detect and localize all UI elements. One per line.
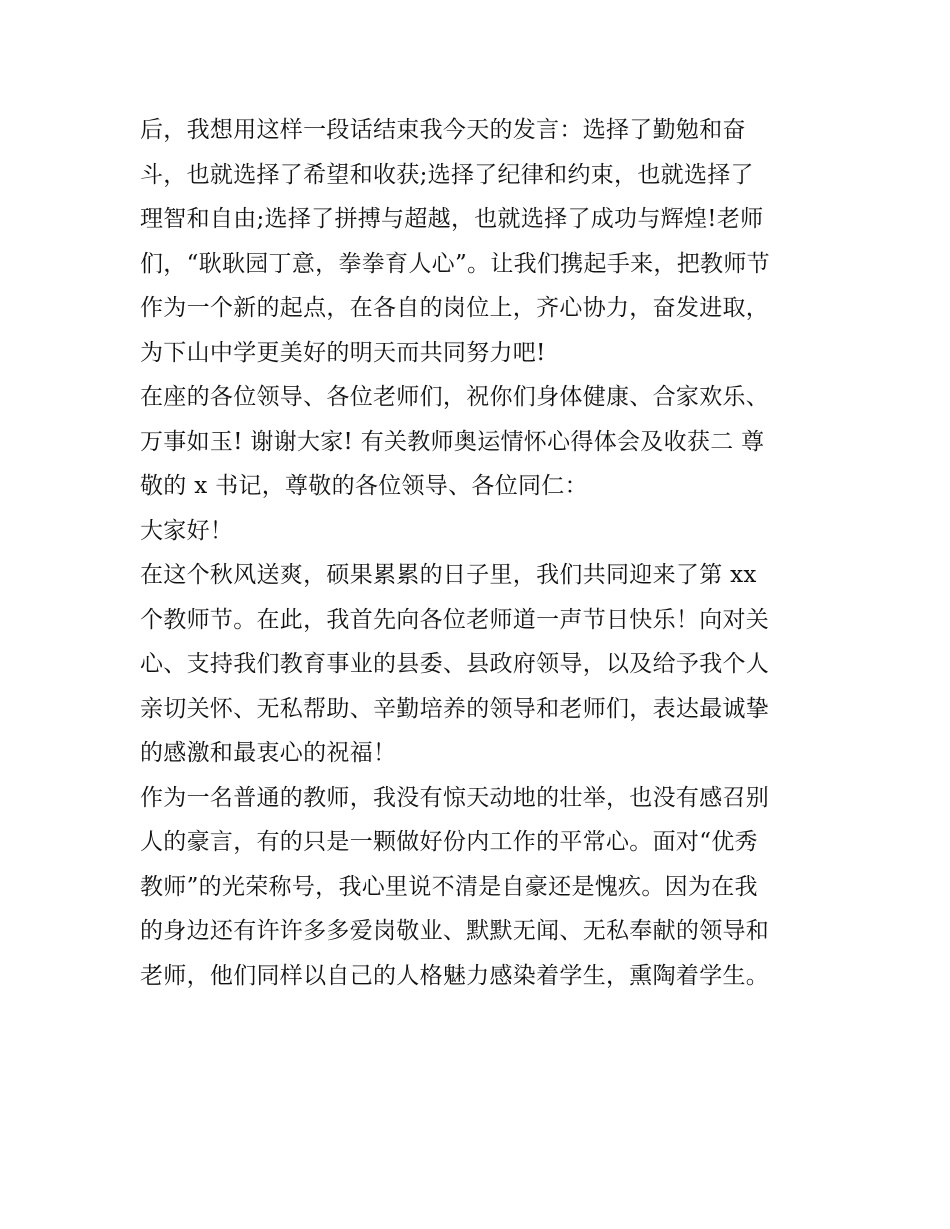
- text-line: 们，“耿耿园丁意，拳拳育人心”。让我们携起手来，把教师节: [140, 250, 770, 277]
- text-line: 斗，也就选择了希望和收获;选择了纪律和约束，也就选择了: [140, 161, 754, 188]
- text-line: 在座的各位领导、各位老师们，祝你们身体健康、合家欢乐、: [140, 384, 770, 410]
- text-line: 敬的 x 书记，尊敬的各位领导、各位同仁：: [140, 473, 588, 499]
- text-line: 教师”的光荣称号，我心里说不清是自豪还是愧疚。因为在我: [140, 873, 758, 900]
- text-line: 个教师节。在此，我首先向各位老师道一声节日快乐！向对关: [140, 606, 770, 633]
- text-line: 的身边还有许许多多爱岗敬业、默默无闻、无私奉献的领导和: [140, 918, 770, 944]
- text-line: 为下山中学更美好的明天而共同努力吧!: [140, 339, 546, 366]
- text-line: 心、支持我们教育事业的县委、县政府领导，以及给予我个人: [140, 651, 770, 677]
- text-line: 亲切关怀、无私帮助、辛勤培养的领导和老师们，表达最诚挚: [140, 695, 770, 722]
- text-line: 老师，他们同样以自己的人格魅力感染着学生，熏陶着学生。: [140, 962, 770, 989]
- text-line: 大家好！: [140, 517, 234, 544]
- document-body: [140, 108, 820, 998]
- text-line: 的感激和最衷心的祝福！: [140, 740, 397, 766]
- text-line: 作为一个新的起点，在各自的岗位上，齐心协力，奋发进取，: [140, 295, 770, 321]
- text-line: 人的豪言，有的只是一颗做好份内工作的平常心。面对“优秀: [140, 829, 758, 855]
- text-line: 在这个秋风送爽，硕果累累的日子里，我们共同迎来了第 xx: [140, 562, 757, 588]
- text-line: 万事如玉! 谢谢大家! 有关教师奥运情怀心得体会及收获二 尊: [140, 428, 765, 455]
- text-line: 作为一名普通的教师，我没有惊天动地的壮举，也没有感召别: [140, 784, 770, 811]
- text-line: 理智和自由;选择了拼搏与超越，也就选择了成功与辉煌!老师: [140, 206, 764, 232]
- text-line: 后，我想用这样一段话结束我今天的发言：选择了勤勉和奋: [140, 117, 746, 143]
